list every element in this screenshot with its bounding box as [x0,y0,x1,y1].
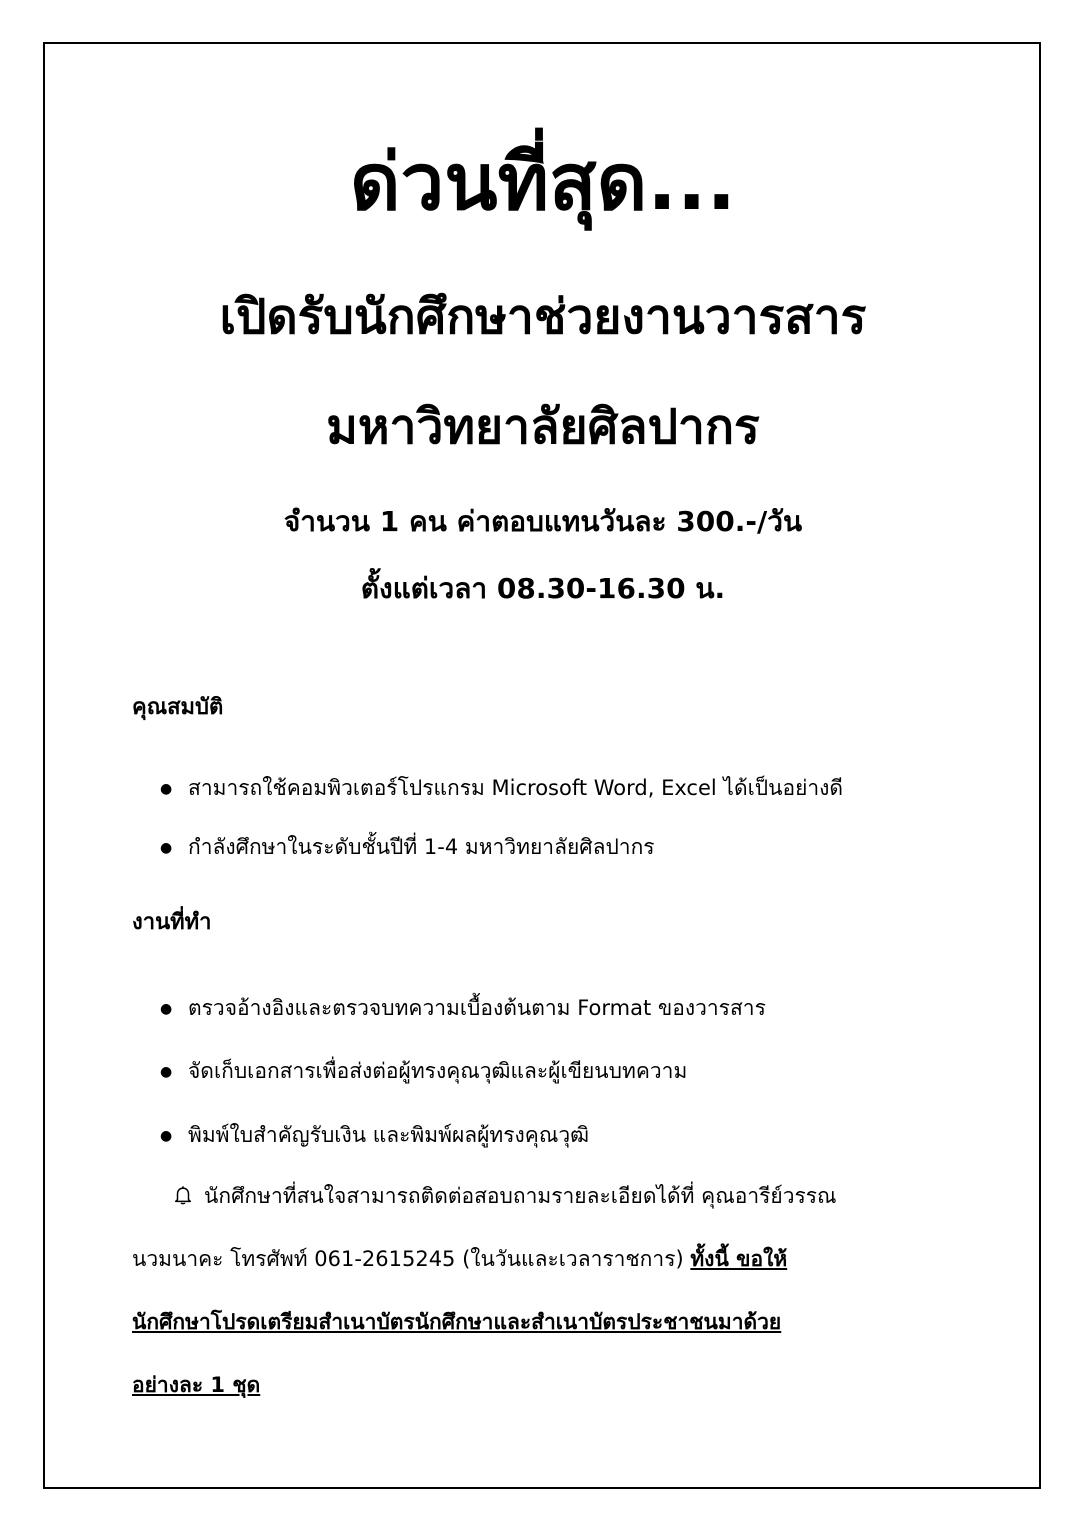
requirement-quantity: อย่างละ 1 ชุด [132,1373,261,1397]
bell-icon [172,1184,194,1206]
announcement-title: เปิดรับนักศึกษาช่วยงานวารสาร [219,289,867,345]
list-item-text: ตรวจอ้างอิงและตรวจบทความเบื้องต้นตาม Format ของวารสาร [188,996,766,1020]
bullet-icon: ● [160,1128,173,1144]
contact-phone-text: นวมนาคะ โทรศัพท์ 061-2615245 (ในวันและเวลาราชการ) [132,1247,691,1271]
bullet-icon: ● [160,1001,173,1017]
requirement-note: ทั้งนี้ ขอให้ [690,1247,788,1271]
university-name: มหาวิทยาลัยศิลปากร [326,399,760,455]
list-item-text: สามารถใช้คอมพิวเตอร์โปรแกรม Microsoft Word, Excel ได้เป็นอย่างดี [188,776,844,800]
list-item [160,770,843,807]
list-item-text: พิมพ์ใบสำคัญรับเงิน และพิมพ์ผลผู้ทรงคุณวุฒิ [188,1123,590,1147]
list-item [160,1053,687,1090]
working-hours: ตั้งแต่เวลา 08.30-16.30 น. [360,572,726,605]
contact-line-1 [172,1178,837,1214]
list-item [160,829,655,866]
contact-text: นักศึกษาที่สนใจสามารถติดต่อสอบถามรายละเอียดได้ที่ คุณอารีย์วรรณ [204,1184,837,1208]
list-item-text: จัดเก็บเอกสารเพื่อส่งต่อผู้ทรงคุณวุฒิและผู้เขียนบทความ [188,1059,688,1083]
positions-and-pay: จำนวน 1 คน ค่าตอบแทนวันละ 300.-/วัน [283,505,803,538]
list-item [160,1117,589,1154]
contact-line-2 [132,1241,787,1277]
bullet-icon: ● [160,1064,173,1080]
list-item-text: กำลังศึกษาในระดับชั้นปีที่ 1-4 มหาวิทยาลัยศิลปากร [188,835,655,859]
qualifications-heading: คุณสมบัติ [132,695,224,720]
bullet-icon: ● [160,840,173,856]
list-item [160,990,766,1027]
requirement-documents: นักศึกษาโปรดเตรียมสำเนาบัตรนักศึกษาและสำเนาบัตรประชาชนมาด้วย [132,1310,782,1334]
urgent-heading: ด่วนที่สุด... [349,138,737,228]
bullet-icon: ● [160,781,173,797]
duties-heading: งานที่ทำ [132,910,212,935]
